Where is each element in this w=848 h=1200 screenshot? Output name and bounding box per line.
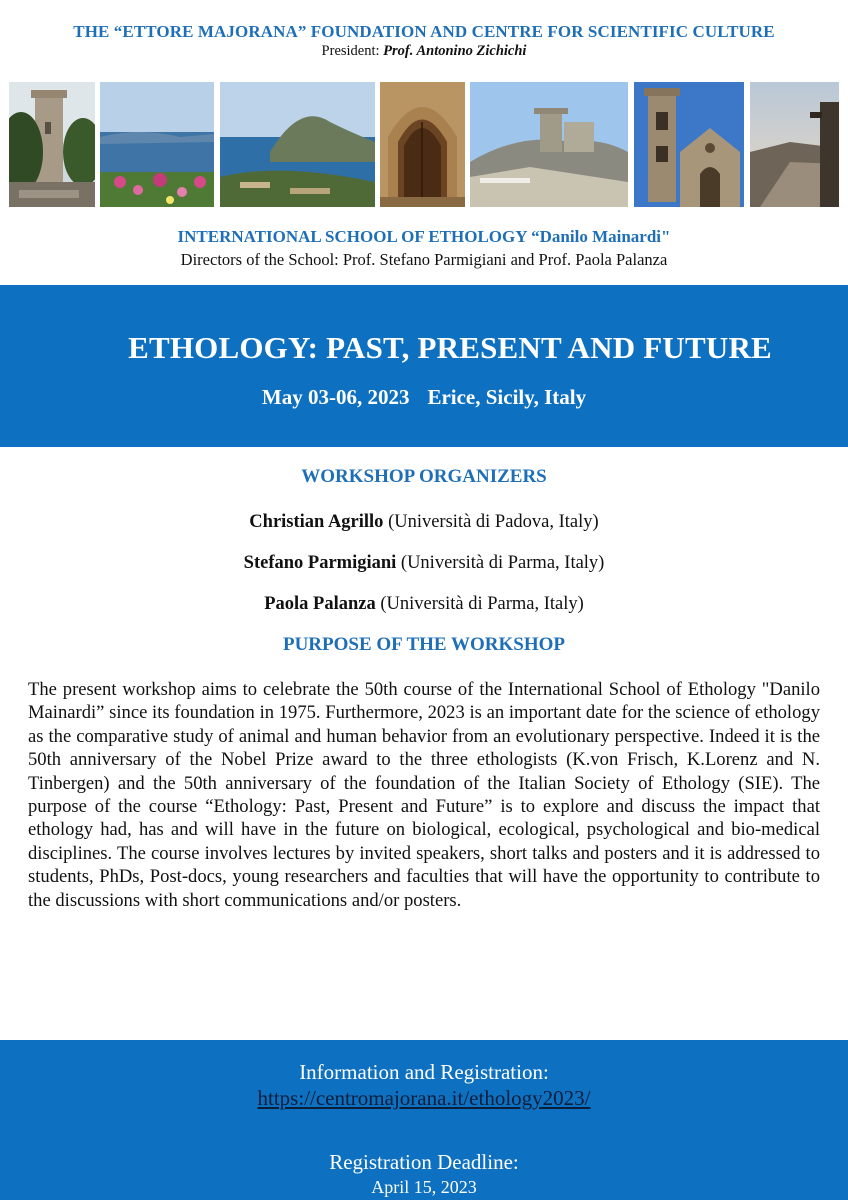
organizer-affiliation: (Università di Parma, Italy) <box>396 553 605 573</box>
foundation-header <box>0 22 848 60</box>
organizer-affiliation: (Università di Padova, Italy) <box>383 512 599 532</box>
workshop-location: Erice, Sicily, Italy <box>427 385 587 409</box>
photo-castle-cliff <box>470 82 628 207</box>
president-label: President: <box>321 43 384 59</box>
organizer-item <box>0 512 848 533</box>
workshop-date: May 03-06, 2023 <box>261 385 410 409</box>
photo-sea-flowers <box>100 82 214 207</box>
photo-castle-tower <box>9 82 95 207</box>
organizers-heading: WORKSHOP ORGANIZERS <box>301 466 547 487</box>
president-line <box>0 43 848 60</box>
school-directors: Directors of the School: Prof. Stefano Parmigiani and Prof. Paola Palanza <box>180 250 668 269</box>
deadline-date: April 15, 2023 <box>371 1177 477 1197</box>
info-registration-label: Information and Registration: <box>299 1060 549 1084</box>
photo-strip <box>9 82 839 207</box>
date-location-line <box>0 385 848 410</box>
photo-cathedral <box>634 82 744 207</box>
organizer-name: Stefano Parmigiani <box>243 553 397 573</box>
president-name: Prof. Antonino Zichichi <box>383 43 527 59</box>
organizer-affiliation: (Università di Parma, Italy) <box>375 594 584 614</box>
photo-coast-mountain <box>220 82 375 207</box>
purpose-heading: PURPOSE OF THE WORKSHOP <box>282 634 566 655</box>
foundation-name: THE “ETTORE MAJORANA” FOUNDATION AND CENTRE FOR SCIENTIFIC CULTURE <box>73 22 775 41</box>
purpose-paragraph: The present workshop aims to celebrate the 50th course of the International School of Ethology "Danilo Mainardi” since its foundation in 1975. Furthermore, 2023 is an important date for the science of ethology as the comparative study of animal and human behavior from an evolutionary perspective. Indeed it is the 50th anniversary of the Nobel Prize award to the three ethologists (K.von Frisch, K.Lorenz and N. Tinbergen) and the 50th anniversary of the foundation of the Italian Society of Ethology (SIE). The purpose of the course “Ethology: Past, Present and Future” is to explore and discuss the impact that ethology had, has and will have in the future on biological, ecological, psychological and bio-medical disciplines. The course involves lectures by invited speakers, short talks and posters and it is addressed to students, PhDs, Post-docs, young researchers and faculties that will have the opportunity to contribute to the discussions with short communications and/or posters. <box>28 679 820 911</box>
organizer-item <box>0 553 848 574</box>
organizer-name: Christian Agrillo <box>249 512 384 532</box>
school-name: INTERNATIONAL SCHOOL OF ETHOLOGY “Danilo Mainardi" <box>177 227 671 246</box>
deadline-label: Registration Deadline: <box>329 1150 519 1174</box>
school-header <box>0 227 848 270</box>
title-banner <box>0 285 848 447</box>
photo-sunset-terrace <box>750 82 839 207</box>
registration-banner <box>0 1040 848 1200</box>
organizer-item <box>0 594 848 615</box>
organizer-name: Paola Palanza <box>264 594 376 614</box>
photo-arch-doorway <box>380 82 465 207</box>
workshop-title: ETHOLOGY: PAST, PRESENT AND FUTURE <box>128 330 772 365</box>
registration-link[interactable]: https://centromajorana.it/ethology2023/ <box>257 1086 591 1110</box>
